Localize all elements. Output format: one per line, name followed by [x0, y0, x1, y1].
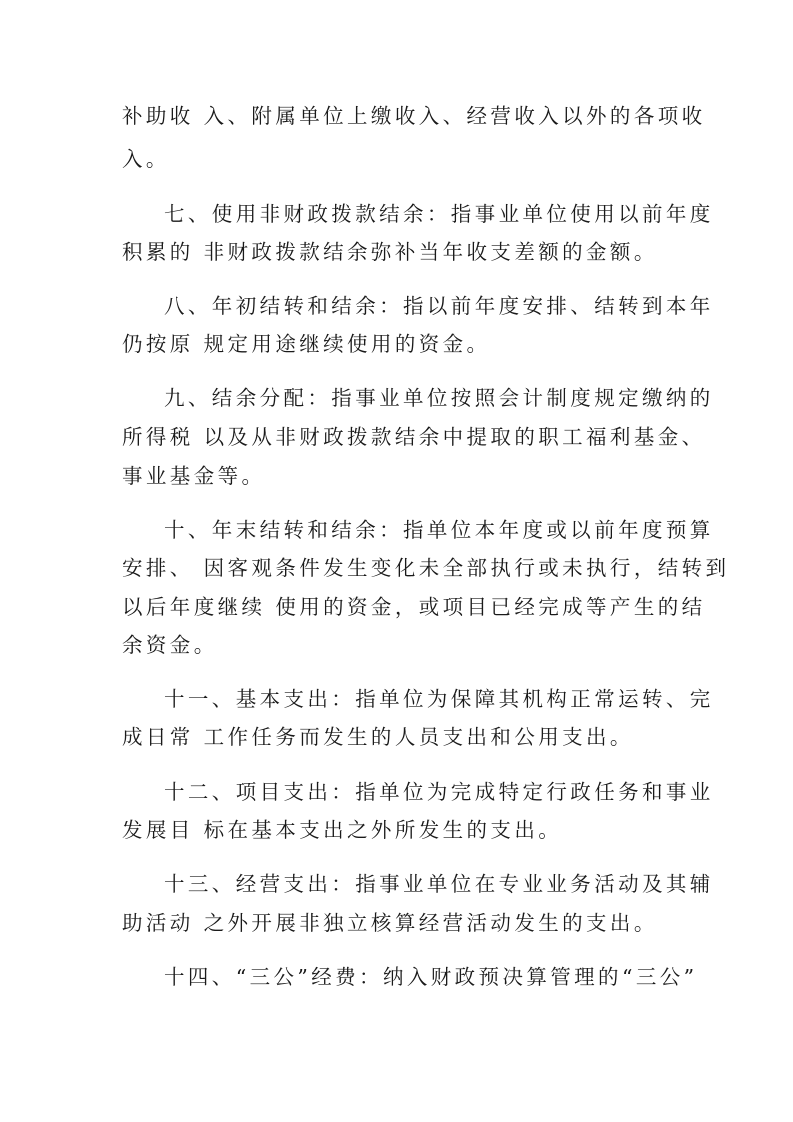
paragraph-heading-line: 十、年末结转和结余：指单位本年度或以前年度预算	[164, 518, 714, 542]
text-line: 助活动 之外开展非独立核算经营活动发生的支出。	[122, 911, 658, 935]
text-line: 事业基金等。	[122, 464, 266, 488]
text-line: 积累的 非财政拨款结余弥补当年收支差额的金额。	[122, 240, 658, 264]
paragraph-heading-line: 十四、“三公”经费：纳入财政预决算管理的“三公”	[164, 965, 698, 989]
text-line: 发展目 标在基本支出之外所发生的支出。	[122, 818, 563, 842]
paragraph-heading-line: 十二、项目支出：指单位为完成特定行政任务和事业	[164, 780, 714, 804]
paragraph-heading-line: 十三、经营支出：指事业单位在专业业务活动及其辅	[164, 872, 714, 896]
text-line: 成日常 工作任务而发生的人员支出和公用支出。	[122, 725, 634, 749]
text-line: 入。	[122, 147, 170, 171]
paragraph-heading-line: 八、年初结转和结余：指以前年度安排、结转到本年	[164, 294, 714, 318]
text-line: 以后年度继续 使用的资金，或项目已经完成等产生的结	[122, 595, 706, 619]
text-line: 安排、 因客观条件发生变化未全部执行或未执行，结转到	[122, 556, 730, 580]
paragraph-heading-line: 九、结余分配：指事业单位按照会计制度规定缴纳的	[164, 386, 714, 410]
paragraph-heading-line: 十一、基本支出：指单位为保障其机构正常运转、完	[164, 687, 714, 711]
text-line: 补助收 入、附属单位上缴收入、经营收入以外的各项收	[122, 104, 706, 128]
paragraph-heading-line: 七、使用非财政拨款结余：指事业单位使用以前年度	[164, 202, 714, 226]
text-line: 余资金。	[122, 633, 218, 657]
text-line: 仍按原 规定用途继续使用的资金。	[122, 332, 491, 356]
text-line: 所得税 以及从非财政拨款结余中提取的职工福利基金、	[122, 425, 706, 449]
